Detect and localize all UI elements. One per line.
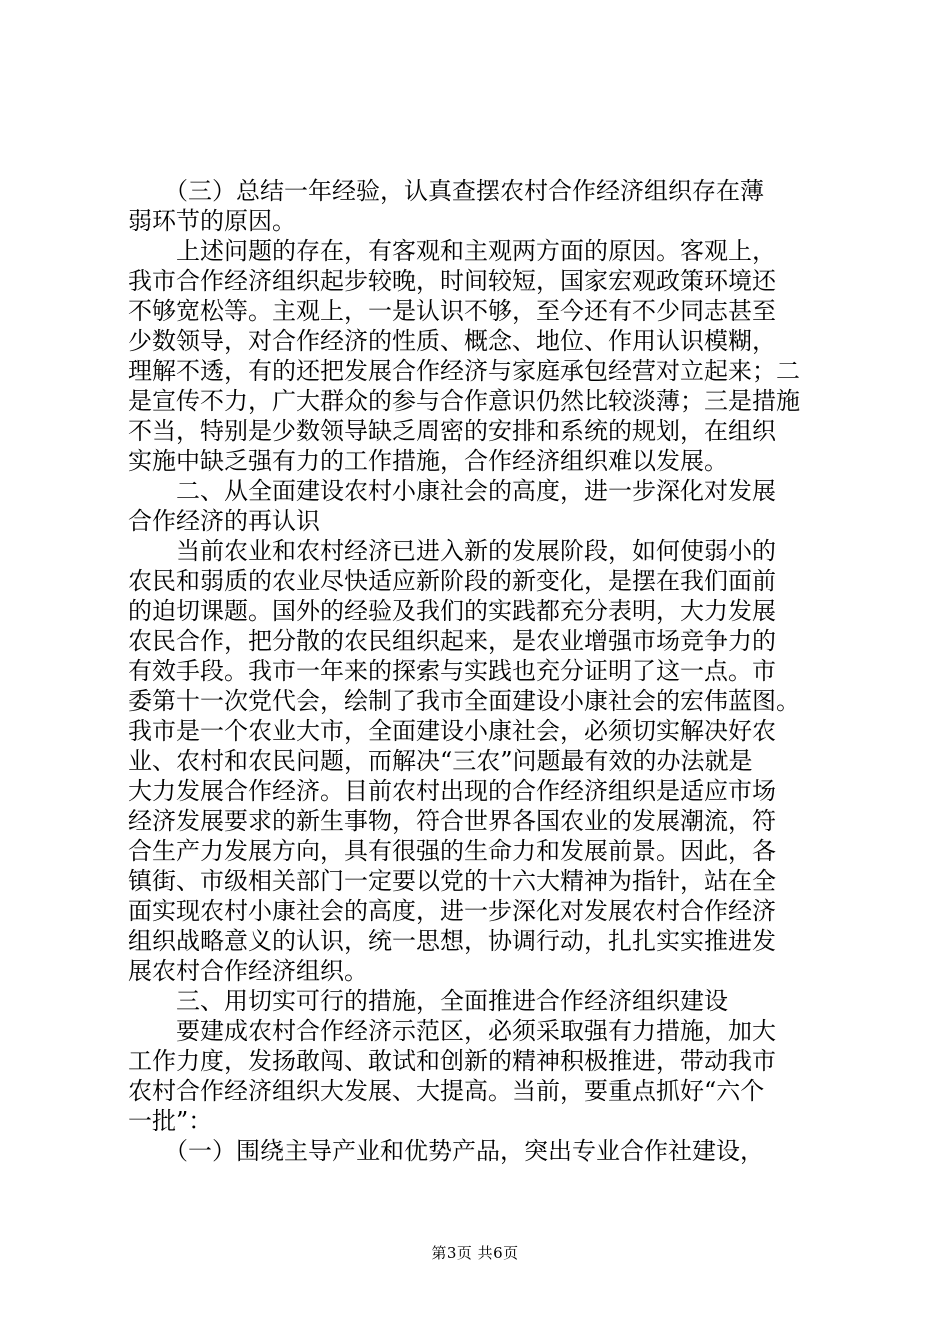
text-line: 实施中缺乏强有力的工作措施，合作经济组织难以发展。: [128, 447, 728, 475]
text-line: 不当，特别是少数领导缺乏周密的安排和系统的规划，在组织: [128, 417, 776, 445]
text-line: （三）总结一年经验，认真查摆农村合作经济组织存在薄: [128, 177, 764, 205]
text-line: 一批”：: [128, 1107, 213, 1135]
text-line: 有效手段。我市一年来的探索与实践也充分证明了这一点。市: [128, 657, 776, 685]
text-line: 当前农业和农村经济已进入新的发展阶段，如何使弱小的: [128, 537, 776, 565]
page-footer: [0, 1244, 950, 1262]
text-line: 不够宽松等。主观上，一是认识不够，至今还有不少同志甚至: [128, 297, 776, 325]
section-heading: 三、用切实可行的措施，全面推进合作经济组织建设: [128, 987, 728, 1015]
text-line: 我市合作经济组织起步较晚，时间较短，国家宏观政策环境还: [128, 267, 776, 295]
text-line: 我市是一个农业大市，全面建设小康社会，必须切实解决好农: [128, 717, 776, 745]
text-line: 是宣传不力，广大群众的参与合作意识仍然比较淡薄；三是措施: [128, 387, 800, 415]
section-heading: 合作经济的再认识: [128, 507, 320, 535]
text-line: 镇街、市级相关部门一定要以党的十六大精神为指针，站在全: [128, 867, 776, 895]
text-line: 面实现农村小康社会的高度，进一步深化对发展农村合作经济: [128, 897, 776, 925]
document-body: [128, 176, 838, 1166]
text-line: 农民合作，把分散的农民组织起来，是农业增强市场竞争力的: [128, 627, 776, 655]
text-line: 农村合作经济组织大发展、大提高。当前，要重点抓好“六个: [128, 1077, 765, 1105]
text-line: 委第十一次党代会，绘制了我市全面建设小康社会的宏伟蓝图。: [128, 687, 800, 715]
text-line: 上述问题的存在，有客观和主观两方面的原因。客观上，: [128, 237, 776, 265]
text-line: 业、农村和农民问题，而解决“三农”问题最有效的办法就是: [128, 747, 753, 775]
text-line: 的迫切课题。国外的经验及我们的实践都充分表明，大力发展: [128, 597, 776, 625]
page-number: 第3页 共6页: [431, 1244, 519, 1262]
text-line: 展农村合作经济组织。: [128, 957, 368, 985]
text-line: 要建成农村合作经济示范区，必须采取强有力措施，加大: [128, 1017, 776, 1045]
text-line: 少数领导，对合作经济的性质、概念、地位、作用认识模糊，: [128, 327, 776, 355]
text-line: 弱环节的原因。: [128, 207, 296, 235]
text-line: 大力发展合作经济。目前农村出现的合作经济组织是适应市场: [128, 777, 776, 805]
text-line: 工作力度，发扬敢闯、敢试和创新的精神积极推进，带动我市: [128, 1047, 776, 1075]
text-line: 合生产力发展方向，具有很强的生命力和发展前景。因此，各: [128, 837, 776, 865]
text-line: 理解不透，有的还把发展合作经济与家庭承包经营对立起来；二: [128, 357, 800, 385]
text-line: 经济发展要求的新生事物，符合世界各国农业的发展潮流，符: [128, 807, 776, 835]
text-line: （一）围绕主导产业和优势产品，突出专业合作社建设，: [128, 1137, 764, 1165]
text-line: 农民和弱质的农业尽快适应新阶段的新变化，是摆在我们面前: [128, 567, 776, 595]
text-line: 组织战略意义的认识，统一思想，协调行动，扎扎实实推进发: [128, 927, 776, 955]
section-heading: 二、从全面建设农村小康社会的高度，进一步深化对发展: [128, 477, 776, 505]
